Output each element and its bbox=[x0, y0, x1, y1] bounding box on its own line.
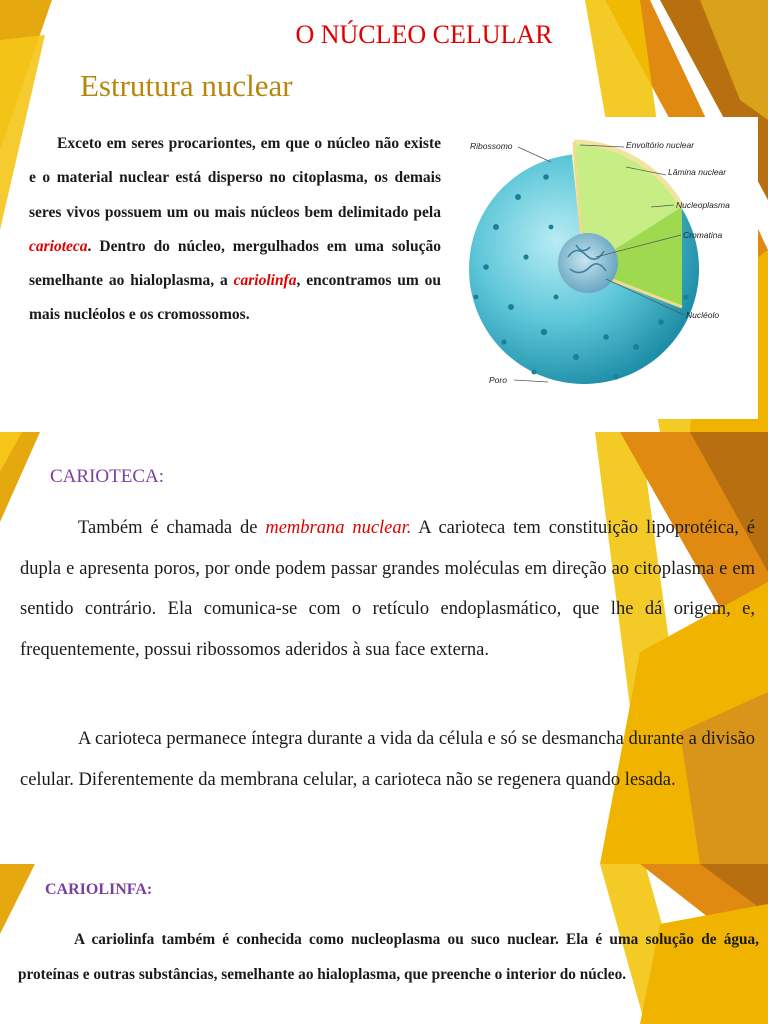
label-cromatina: Cromatina bbox=[683, 230, 723, 240]
slide-nucleo-celular bbox=[0, 0, 768, 432]
term-cariolinfa: cariolinfa bbox=[233, 272, 297, 290]
intro-text-1: Exceto em seres procariontes, em que o núcleo não existe e o material nuclear está disperso no citoplasma, os demais seres vivos possuem um ou mais núcleos bem delimitado pela bbox=[29, 135, 441, 221]
carioteca-p1-text-2: A carioteca tem constituição lipoprotéica, é dupla e apresenta poros, por onde podem passar grandes moléculas em direção ao citoplasma e em sentido contrário. Ela comunica-se com o retículo endoplasmático, que lhe dá origem, e, frequentemente, possui ribossomos aderidos à sua face externa. bbox=[20, 518, 756, 660]
label-poro: Poro bbox=[489, 375, 507, 385]
slide-cariolinfa bbox=[0, 864, 768, 1024]
label-ribossomo: Ribossomo bbox=[470, 141, 513, 151]
cariolinfa-paragraph: A cariolinfa também é conhecida como nucleoplasma ou suco nuclear. Ela é uma solução de água, proteínas e outras substâncias, semelhante ao hialoplasma, que preenche o interior do núcleo. bbox=[18, 931, 759, 983]
page-title: O NÚCLEO CELULAR bbox=[295, 20, 553, 49]
section-subtitle: Estrutura nuclear bbox=[80, 68, 293, 103]
term-membrana-nuclear: membrana nuclear. bbox=[265, 518, 412, 538]
carioteca-p1-text-1: Também é chamada de bbox=[78, 518, 266, 538]
section-heading-carioteca: CARIOTECA: bbox=[50, 466, 164, 487]
slide-carioteca bbox=[0, 432, 768, 864]
section-heading-cariolinfa: CARIOLINFA: bbox=[45, 881, 153, 898]
nucleus-diagram bbox=[456, 117, 758, 419]
term-carioteca: carioteca bbox=[29, 237, 88, 255]
label-nucleoplasma: Nucleoplasma bbox=[676, 200, 730, 210]
label-lamina: Lâmina nuclear bbox=[668, 167, 727, 177]
carioteca-paragraph-1 bbox=[20, 508, 755, 670]
label-nucleolo: Nucléolo bbox=[686, 310, 720, 320]
intro-paragraph bbox=[29, 127, 441, 333]
label-envoltorio: Envoltório nuclear bbox=[626, 140, 695, 150]
carioteca-paragraph-2: A carioteca permanece íntegra durante a vida da célula e só se desmancha durante a divisão celular. Diferentemente da membrana celular, a carioteca não se regenera quando lesada. bbox=[20, 729, 755, 790]
intro-text-3: , encontramos um ou mais nucléolos e os cromossomos. bbox=[29, 272, 441, 324]
intro-text-2: . Dentro do núcleo, mergulhados em uma solução semelhante ao hialoplasma, a bbox=[29, 237, 441, 290]
